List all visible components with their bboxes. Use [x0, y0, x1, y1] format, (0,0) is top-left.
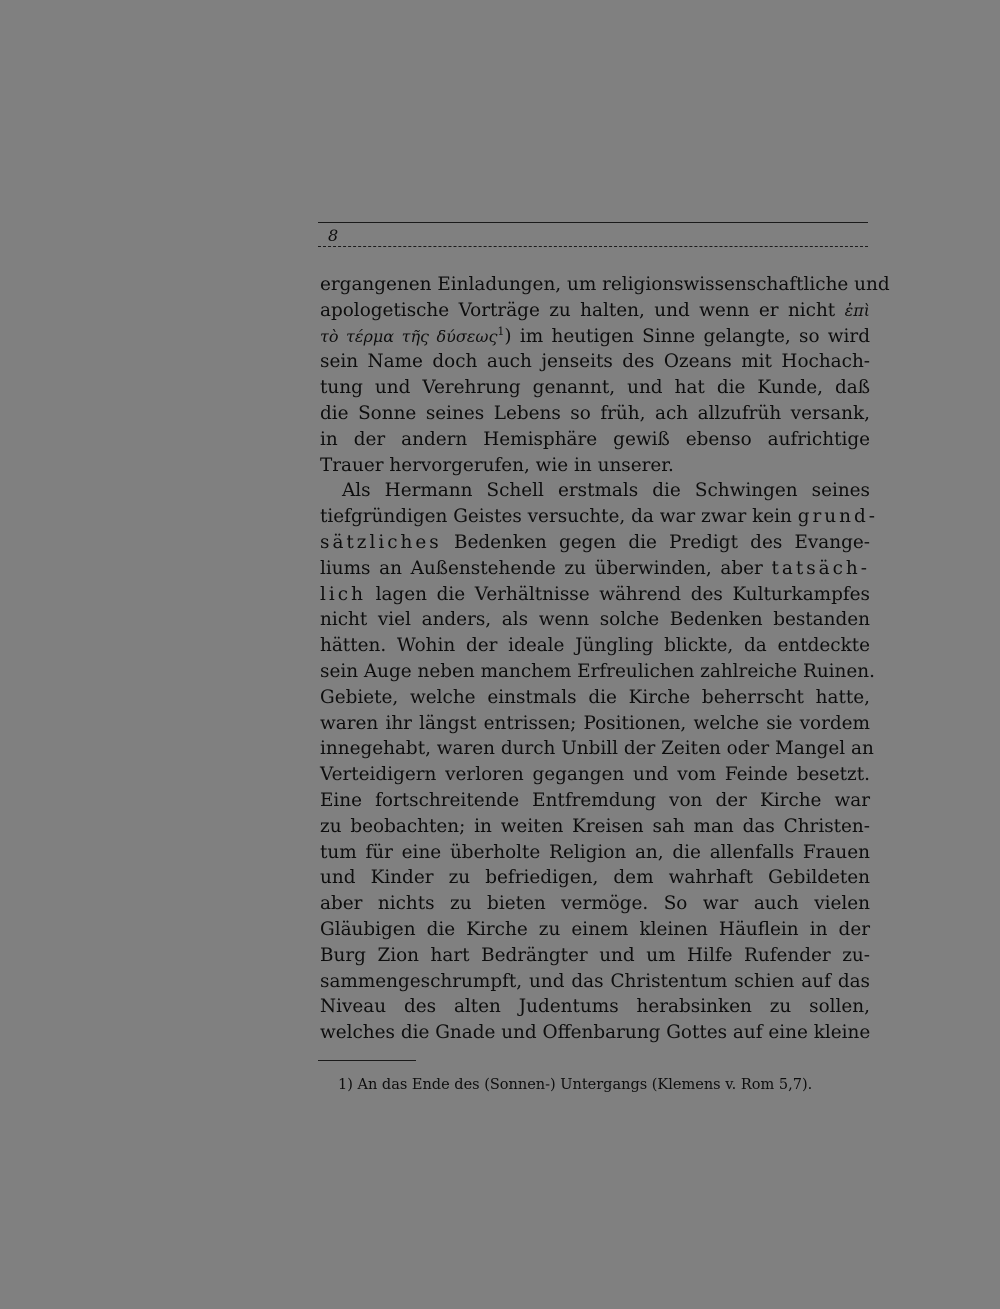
text-line [320, 324, 870, 350]
text-line: sammengeschrumpft, und das Christentum schien auf das [320, 970, 870, 992]
spaced-emphasis: lich [320, 583, 366, 605]
text-segment: liums an Außenstehende zu überwinden, aber [320, 557, 763, 579]
text-line: hätten. Wohin der ideale Jüngling blickte, da entdeckte [320, 635, 870, 657]
text-line: Trauer hervorgerufen, wie in unserer. [320, 454, 674, 476]
text-line: Als Hermann Schell erstmals die Schwingen seines [342, 480, 870, 502]
spaced-emphasis: grund- [797, 506, 878, 528]
text-segment: tiefgründigen Geistes versuchte, da war zwar kein [320, 506, 792, 528]
text-line: innegehabt, waren durch Unbill der Zeiten oder Mangel an [320, 738, 874, 760]
text-line: Gebiete, welche einstmals die Kirche beherrscht hatte, [320, 686, 870, 708]
text-line: waren ihr längst entrissen; Positionen, welche sie vordem [320, 712, 870, 734]
text-segment: apologetische Vorträge zu halten, und wenn er nicht [320, 299, 836, 321]
text-line: Niveau des alten Judentums herabsinken zu sollen, [320, 996, 870, 1018]
text-line: in der andern Hemisphäre gewiß ebenso aufrichtige [320, 428, 870, 450]
text-line: ergangenen Einladungen, um religionswissenschaftliche und [320, 274, 890, 295]
text-line: sein Name doch auch jenseits des Ozeans mit Hochach- [320, 351, 870, 373]
text-line [320, 556, 870, 582]
header-rule-bottom [318, 246, 868, 247]
text-line: welches die Gnade und Offenbarung Gottes auf eine kleine [320, 1022, 871, 1044]
text-line: nicht viel anders, als wenn solche Bedenken bestanden [320, 609, 870, 631]
greek-text: ἐπὶ [844, 300, 870, 320]
text-line: Burg Zion hart Bedrängter und um Hilfe Rufender zu- [320, 944, 870, 966]
footnote: 1) An das Ende des (Sonnen-) Untergangs (Klemens v. Rom 5,7). [338, 1077, 813, 1093]
header-rule-top [318, 222, 868, 223]
spaced-emphasis: sätzliches [320, 531, 442, 553]
text-line [320, 582, 870, 608]
text-line: Eine fortschreitende Entfremdung von der Kirche war [320, 789, 870, 811]
text-line: die Sonne seines Lebens so früh, ach allzufrüh versank, [320, 402, 870, 424]
body-text [320, 272, 890, 1046]
spaced-emphasis: tatsäch- [771, 557, 870, 579]
text-line: Verteidigern verloren gegangen und vom Feinde besetzt. [320, 764, 870, 786]
footnote-rule [318, 1060, 416, 1061]
text-line: und Kinder zu befriedigen, dem wahrhaft Gebildeten [320, 867, 870, 889]
footnote-marker: 1 [497, 324, 505, 338]
text-line [320, 530, 870, 556]
text-line: Gläubigen die Kirche zu einem kleinen Häuflein in der [320, 918, 870, 940]
text-line: aber nichts zu bieten vermöge. So war auch vielen [320, 893, 870, 915]
text-line: tung und Verehrung genannt, und hat die Kunde, daß [320, 377, 870, 399]
page-number: 8 [328, 226, 339, 245]
text-line: tum für eine überholte Religion an, die allenfalls Frauen [320, 841, 870, 863]
text-segment: Bedenken gegen die Predigt des Evange- [453, 531, 870, 553]
text-line [320, 504, 878, 530]
text-segment: lagen die Verhältnisse während des Kulturkampfes [375, 583, 870, 605]
text-segment: ) im heutigen Sinne gelangte, so wird [504, 325, 870, 347]
text-line: sein Auge neben manchem Erfreulichen zahlreiche Ruinen. [320, 660, 875, 682]
text-line: zu beobachten; in weiten Kreisen sah man das Christen- [320, 815, 870, 837]
greek-text: τὸ τέρμα τῆς δύσεως [320, 326, 498, 346]
text-line [320, 298, 870, 324]
